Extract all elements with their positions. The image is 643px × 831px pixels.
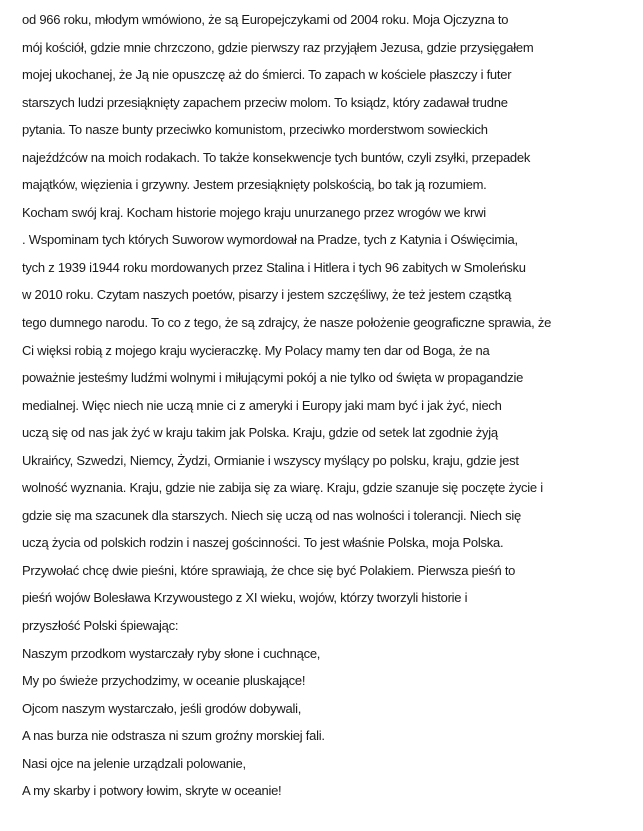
text-line: przyszłość Polski śpiewając: — [22, 618, 179, 634]
text-line: mojej ukochanej, że Ją nie opuszczę aż do śmierci. To zapach w kościele płaszczy i futer — [22, 67, 512, 83]
poem-line: My po świeże przychodzimy, w oceanie pluskające! — [22, 673, 306, 689]
text-line: Ukraińcy, Szwedzi, Niemcy, Żydzi, Ormianie i wszyscy myślący po polsku, kraju, gdzie jest — [22, 452, 519, 468]
poem-line: Naszym przodkom wystarczały ryby słone i cuchnące, — [22, 645, 321, 661]
document-body — [22, 10, 551, 809]
poem-line: A nas burza nie odstrasza ni szum groźny morskiej fali. — [22, 728, 325, 744]
text-line: mój kościół, gdzie mnie chrzczono, gdzie pierwszy raz przyjąłem Jezusa, gdzie przysięgałem — [22, 39, 534, 55]
poem-line: A my skarby i potwory łowim, skryte w oceanie! — [22, 783, 282, 799]
text-line: poważnie jesteśmy ludźmi wolnymi i miłującymi pokój a nie tylko od święta w propagandzie — [22, 370, 524, 386]
text-line: Przywołać chcę dwie pieśni, które sprawiają, że chce się być Polakiem. Pierwsza pieśń to — [22, 562, 516, 578]
text-line: uczą życia od polskich rodzin i naszej gościnności. To jest właśnie Polska, moja Polska. — [22, 535, 504, 551]
text-line: . Wspominam tych których Suworow wymordował na Pradze, tych z Katynia i Oświęcimia, — [22, 232, 518, 248]
text-line: pieśń wojów Bolesława Krzywoustego z XI wieku, wojów, którzy tworzyli historie i — [22, 590, 468, 606]
text-line: Kocham swój kraj. Kocham historie mojego kraju unurzanego przez wrogów we krwi — [22, 204, 486, 220]
text-line: starszych ludzi przesiąknięty zapachem przeciw molom. To ksiądz, który zadawał trudne — [22, 94, 508, 110]
text-line: medialnej. Więc niech nie uczą mnie ci z ameryki i Europy jaki mam być i jak żyć, niech — [22, 397, 502, 413]
text-line: wolność wyznania. Kraju, gdzie nie zabija się za wiarę. Kraju, gdzie szanuje się poczęte życie i — [22, 480, 543, 496]
text-line: tych z 1939 i1944 roku mordowanych przez Stalina i Hitlera i tych 96 zabitych w Smoleńsku — [22, 259, 526, 275]
text-line: majątków, więzienia i grzywny. Jestem przesiąknięty polskością, bo tak ją rozumiem. — [22, 177, 487, 193]
text-line: najeźdźców na moich rodakach. To także konsekwencje tych buntów, czyli zsyłki, przepadek — [22, 149, 531, 165]
poem-line: Nasi ojce na jelenie urządzali polowanie, — [22, 755, 246, 771]
text-line: tego dumnego narodu. To co z tego, że są zdrajcy, że nasze położenie geograficzne sprawia, że — [22, 315, 552, 331]
text-line: uczą się od nas jak żyć w kraju takim jak Polska. Kraju, gdzie od setek lat zgodnie żyją — [22, 425, 498, 441]
text-line: pytania. To nasze bunty przeciwko komunistom, przeciwko morderstwom sowieckich — [22, 122, 488, 138]
text-line: w 2010 roku. Czytam naszych poetów, pisarzy i jestem szczęśliwy, że też jestem cząstką — [22, 287, 512, 303]
text-line: Ci więksi robią z mojego kraju wycieraczkę. My Polacy mamy ten dar od Boga, że na — [22, 342, 490, 358]
poem-line: Ojcom naszym wystarczało, jeśli grodów dobywali, — [22, 700, 302, 716]
text-line: gdzie się ma szacunek dla starszych. Niech się uczą od nas wolności i tolerancji. Niech się — [22, 507, 521, 523]
text-line: od 966 roku, młodym wmówiono, że są Europejczykami od 2004 roku. Moja Ojczyzna to — [22, 12, 509, 27]
